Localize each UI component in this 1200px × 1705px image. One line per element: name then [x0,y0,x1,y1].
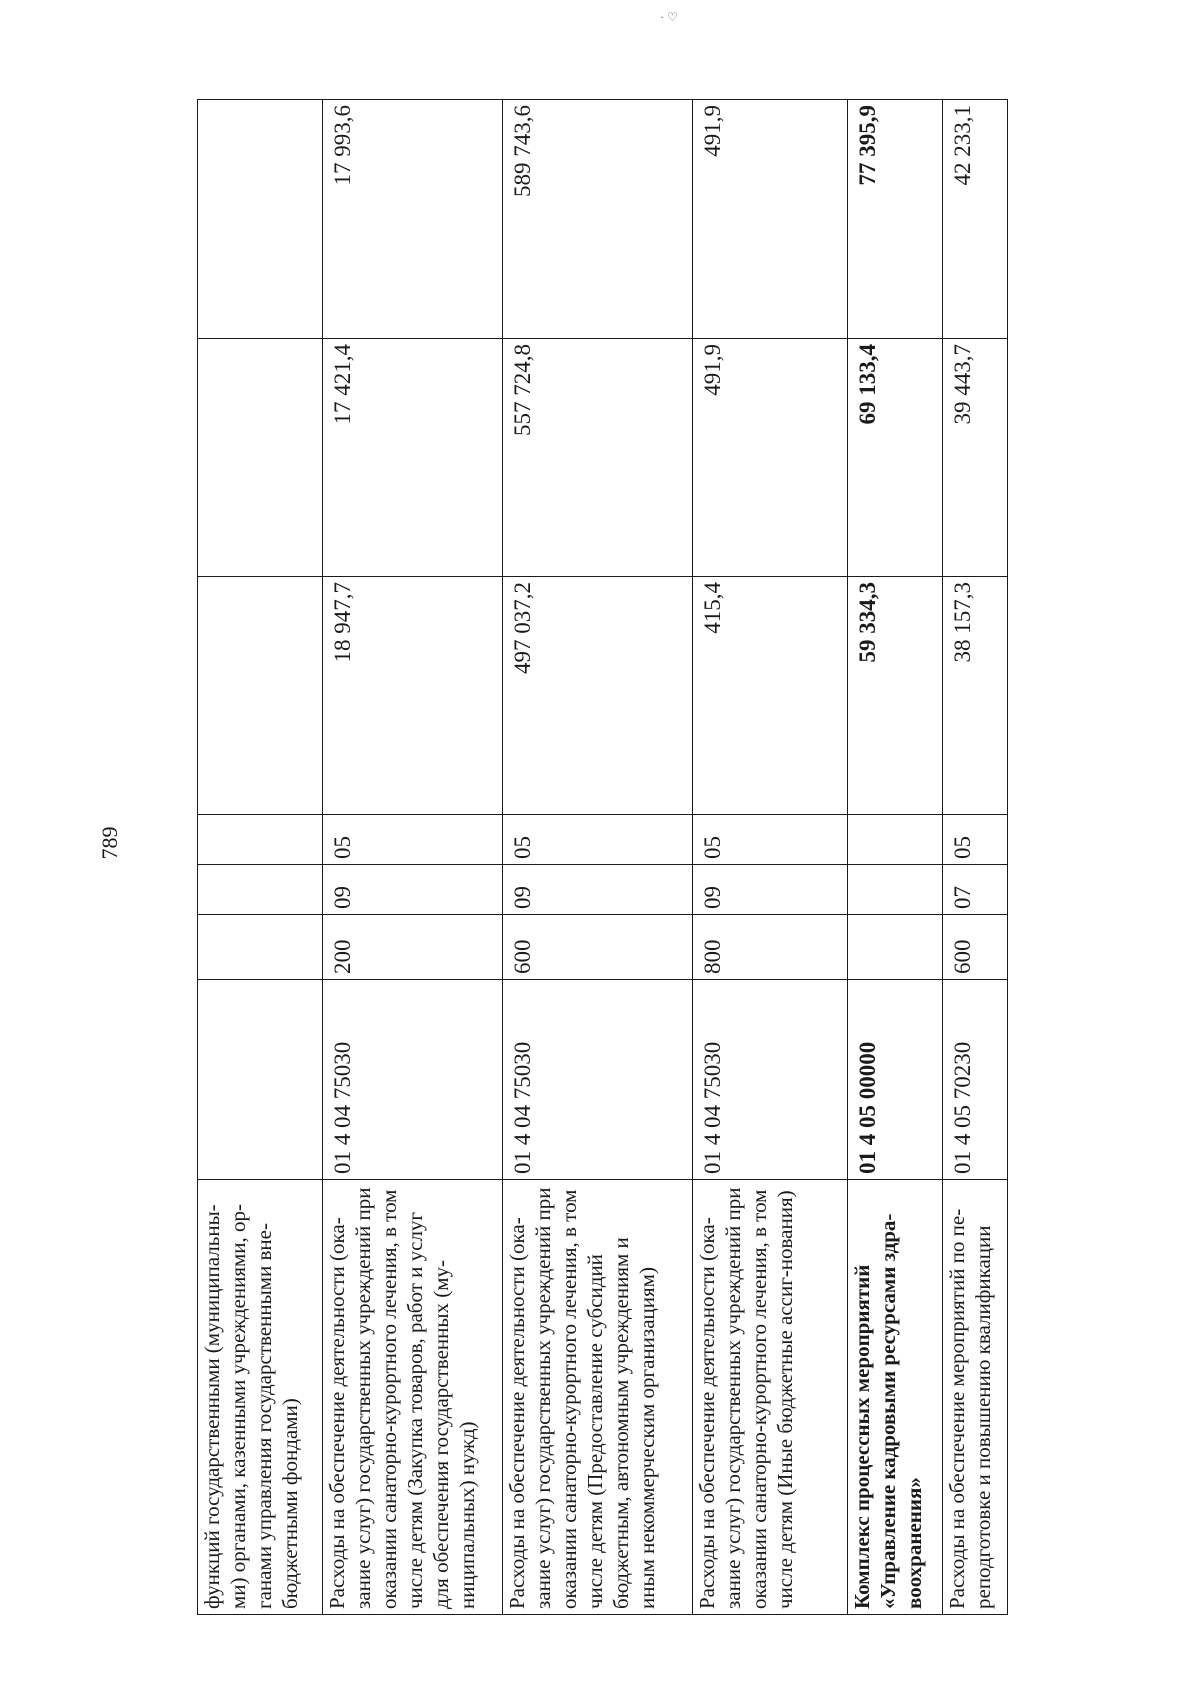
table-row [848,100,943,1615]
value-1: 415,4 [693,577,848,815]
value-3: 17 993,6 [323,100,503,339]
rotated-table-container [197,100,1082,1615]
value-1: 38 157,3 [943,577,1008,815]
rz-code: 09 [323,865,503,915]
value-1: 497 037,2 [503,577,693,815]
pr-code: 05 [503,815,693,865]
pr-code: 05 [323,815,503,865]
row-name: Комплекс процессных мероприятий «Управление кадровыми ресурсами здра-воохранения» [848,1180,943,1615]
table-row [323,100,503,1615]
csr-code: 01 4 04 75030 [503,980,693,1180]
row-name: функций государственными (муниципальны-ми) органами, казенными учреждениями, ор-ганами управления государственными вне-бюджетными фондами) [198,1180,323,1615]
csr-code: 01 4 05 70230 [943,980,1008,1180]
vr-code: 600 [943,915,1008,980]
scan-marks: · ♡ [660,10,678,24]
pr-code [198,815,323,865]
csr-code: 01 4 05 00000 [848,980,943,1180]
rz-code: 07 [943,865,1008,915]
pr-code: 05 [943,815,1008,865]
rz-code [198,865,323,915]
value-3: 491,9 [693,100,848,339]
page-number: 789 [97,826,122,860]
value-1: 59 334,3 [848,577,943,815]
value-2: 69 133,4 [848,339,943,577]
row-name: Расходы на обеспечение деятельности (ока-зание услуг) государственных учреждений при оказании санаторно-курортного лечения, в том числе детям (Иные бюджетные ассиг-нования) [693,1180,848,1615]
value-1: 18 947,7 [323,577,503,815]
row-name: Расходы на обеспечение мероприятий по пе-реподготовке и повышению квалификации [943,1180,1008,1615]
rz-code [848,865,943,915]
table-row [503,100,693,1615]
value-2 [198,339,323,577]
vr-code: 600 [503,915,693,980]
vr-code [198,915,323,980]
row-name: Расходы на обеспечение деятельности (ока-зание услуг) государственных учреждений при оказании санаторно-курортного лечения, в том числе детям (Закупка товаров, работ и услуг для обеспечения государственных (му-ниципальных) нужд) [323,1180,503,1615]
rz-code: 09 [503,865,693,915]
table-row [693,100,848,1615]
rz-code: 09 [693,865,848,915]
value-2: 39 443,7 [943,339,1008,577]
value-1 [198,577,323,815]
value-2: 17 421,4 [323,339,503,577]
csr-code: 01 4 04 75030 [323,980,503,1180]
vr-code [848,915,943,980]
table-row [943,100,1008,1615]
csr-code [198,980,323,1180]
budget-table [197,99,1008,1615]
value-3: 42 233,1 [943,100,1008,339]
table-row [198,100,323,1615]
value-3: 77 395,9 [848,100,943,339]
pr-code: 05 [693,815,848,865]
row-name: Расходы на обеспечение деятельности (ока-зание услуг) государственных учреждений при оказании санаторно-курортного лечения, в том числе детям (Предоставление субсидий бюджетным, автономным учреждениям и иным некоммерческим организациям) [503,1180,693,1615]
pr-code [848,815,943,865]
vr-code: 800 [693,915,848,980]
value-3 [198,100,323,339]
vr-code: 200 [323,915,503,980]
value-2: 491,9 [693,339,848,577]
value-3: 589 743,6 [503,100,693,339]
value-2: 557 724,8 [503,339,693,577]
csr-code: 01 4 04 75030 [693,980,848,1180]
